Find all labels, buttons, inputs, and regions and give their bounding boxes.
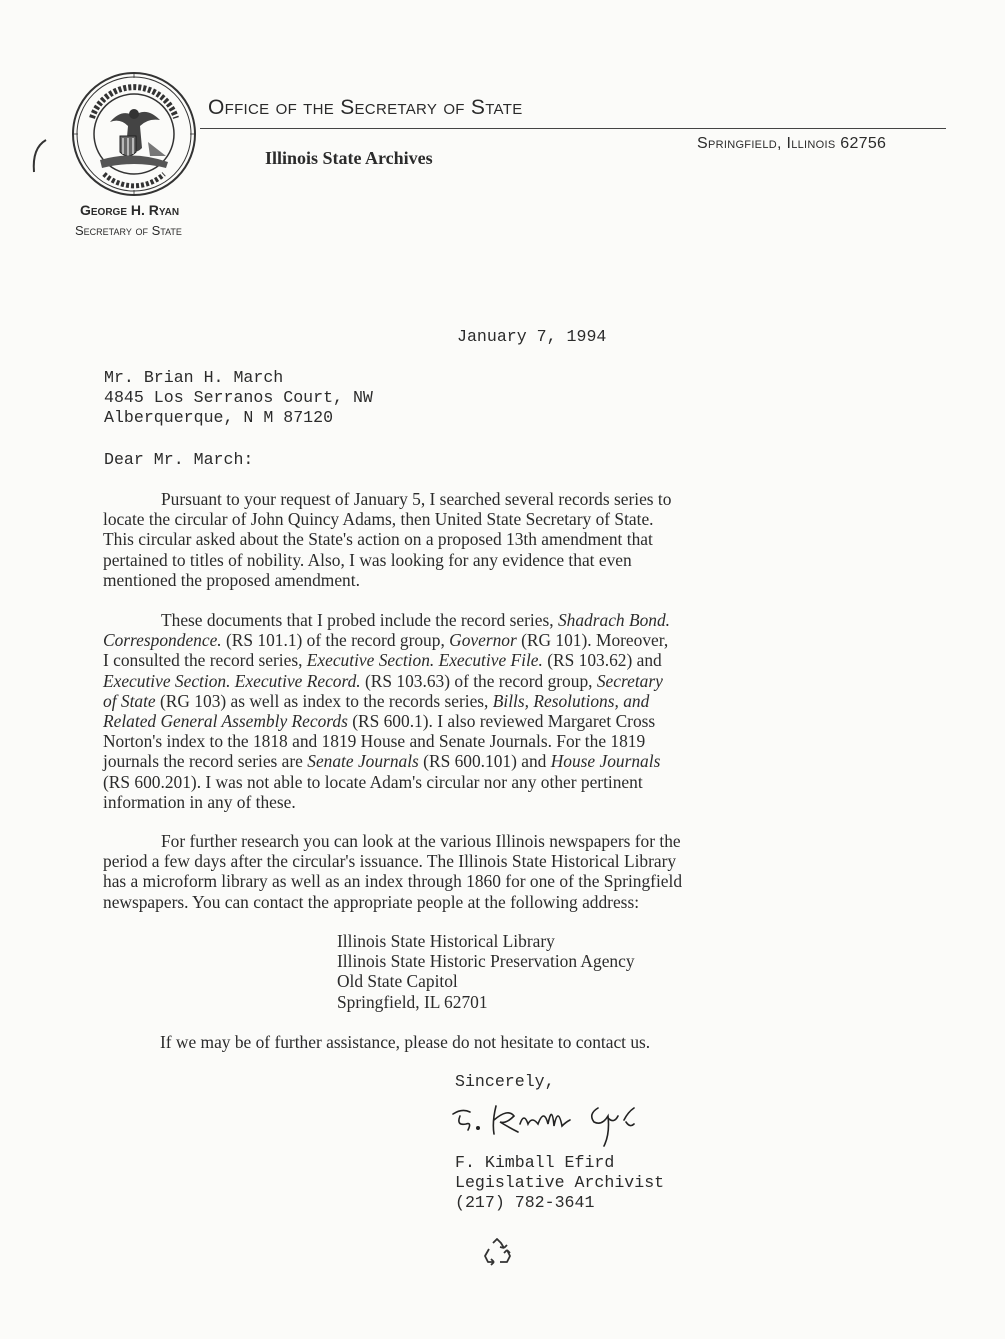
p3-line: For further research you can look at the various Illinois newspapers for the bbox=[161, 831, 681, 851]
p2-series-title: Correspondence. bbox=[103, 630, 222, 651]
p2-text: (RS 600.1). I also reviewed Margaret Cross bbox=[347, 711, 656, 732]
p2-series-title: Shadrach Bond. bbox=[557, 610, 671, 630]
p1-line: Pursuant to your request of January 5, I searched several records series to bbox=[161, 489, 672, 509]
p2-text: (RG 101). Moreover, bbox=[516, 630, 669, 651]
signer-block bbox=[455, 1153, 664, 1214]
p2-text: These documents that I probed include the record series, bbox=[161, 610, 558, 630]
contact-address-line: Illinois State Historical Library bbox=[337, 931, 555, 951]
p2-group-title: Governor bbox=[449, 630, 517, 651]
p3-line: period a few days after the circular's issuance. The Illinois State Historical Library bbox=[103, 851, 677, 872]
recycle-icon bbox=[480, 1237, 514, 1271]
p2-text: journals the record series are bbox=[103, 751, 308, 772]
p3-line: newspapers. You can contact the appropriate people at the following address: bbox=[103, 891, 640, 912]
p2-series-title: Executive Section. Executive File. bbox=[306, 650, 543, 671]
office-location: Springfield, Illinois 62756 bbox=[697, 135, 887, 152]
signer-name: F. Kimball Efird bbox=[455, 1153, 615, 1172]
contact-address bbox=[337, 931, 635, 1012]
office-heading: Office of the Secretary of State bbox=[208, 96, 523, 119]
letterhead-divider bbox=[200, 128, 946, 129]
signer-phone: (217) 782-3641 bbox=[455, 1193, 595, 1213]
recipient-address bbox=[104, 368, 373, 429]
p2-text: (RS 101.1) of the record group, bbox=[221, 630, 450, 651]
official-title: Secretary of State bbox=[75, 223, 182, 238]
p2-group-title: of State bbox=[103, 690, 156, 711]
p2-text: (RS 600.201). I was not able to locate Adam's circular nor any other pertinent bbox=[103, 771, 643, 792]
recipient-name: Mr. Brian H. March bbox=[104, 368, 284, 387]
p1-line: pertained to titles of nobility. Also, I was looking for any evidence that even bbox=[103, 549, 632, 570]
recipient-city: Alberquerque, N M 87120 bbox=[104, 408, 334, 428]
p2-series-title: Senate Journals bbox=[307, 751, 419, 772]
p1-line: This circular asked about the State's action on a proposed 13th amendment that bbox=[103, 529, 653, 550]
p2-text: (RS 600.101) and bbox=[418, 751, 551, 772]
recipient-street: 4845 Los Serranos Court, NW bbox=[104, 388, 373, 408]
p2-text: information in any of these. bbox=[103, 791, 296, 812]
paragraph-1 bbox=[103, 489, 873, 590]
p2-text: Norton's index to the 1818 and 1819 House and Senate Journals. For the 1819 bbox=[103, 731, 646, 752]
paragraph-3 bbox=[103, 831, 873, 912]
contact-address-line: Illinois State Historic Preservation Agency bbox=[337, 951, 635, 972]
contact-address-line: Springfield, IL 62701 bbox=[337, 991, 488, 1012]
p2-text: (RS 103.62) and bbox=[542, 650, 662, 671]
p2-text: (RG 103) as well as index to the records series, bbox=[155, 690, 493, 711]
p1-line: locate the circular of John Quincy Adams, then United State Secretary of State. bbox=[103, 509, 654, 530]
margin-bracket-mark bbox=[28, 138, 50, 176]
paragraph-2 bbox=[103, 610, 873, 812]
contact-address-line: Old State Capitol bbox=[337, 971, 458, 992]
closing-line: If we may be of further assistance, please do not hesitate to contact us. bbox=[160, 1032, 651, 1052]
illinois-state-seal-icon bbox=[70, 70, 198, 198]
archives-name: Illinois State Archives bbox=[265, 148, 433, 168]
p3-line: has a microform library as well as an index through 1860 for one of the Springfield bbox=[103, 871, 683, 892]
handwritten-signature bbox=[448, 1094, 683, 1149]
official-name: George H. Ryan bbox=[80, 202, 180, 218]
p2-group-title: Secretary bbox=[596, 670, 663, 691]
p2-text: I consulted the record series, bbox=[103, 650, 307, 671]
p2-text: (RS 103.63) of the record group, bbox=[360, 670, 597, 691]
p2-series-title: Executive Section. Executive Record. bbox=[103, 670, 361, 691]
salutation: Dear Mr. March: bbox=[104, 450, 254, 469]
letter-date: January 7, 1994 bbox=[457, 327, 607, 346]
signer-title: Legislative Archivist bbox=[455, 1173, 665, 1193]
p2-series-title: Bills, Resolutions, and bbox=[492, 690, 650, 711]
p2-series-title: Related General Assembly Records bbox=[103, 711, 348, 732]
valediction: Sincerely, bbox=[455, 1072, 555, 1091]
p1-line: mentioned the proposed amendment. bbox=[103, 569, 360, 590]
p2-series-title: House Journals bbox=[550, 751, 661, 772]
